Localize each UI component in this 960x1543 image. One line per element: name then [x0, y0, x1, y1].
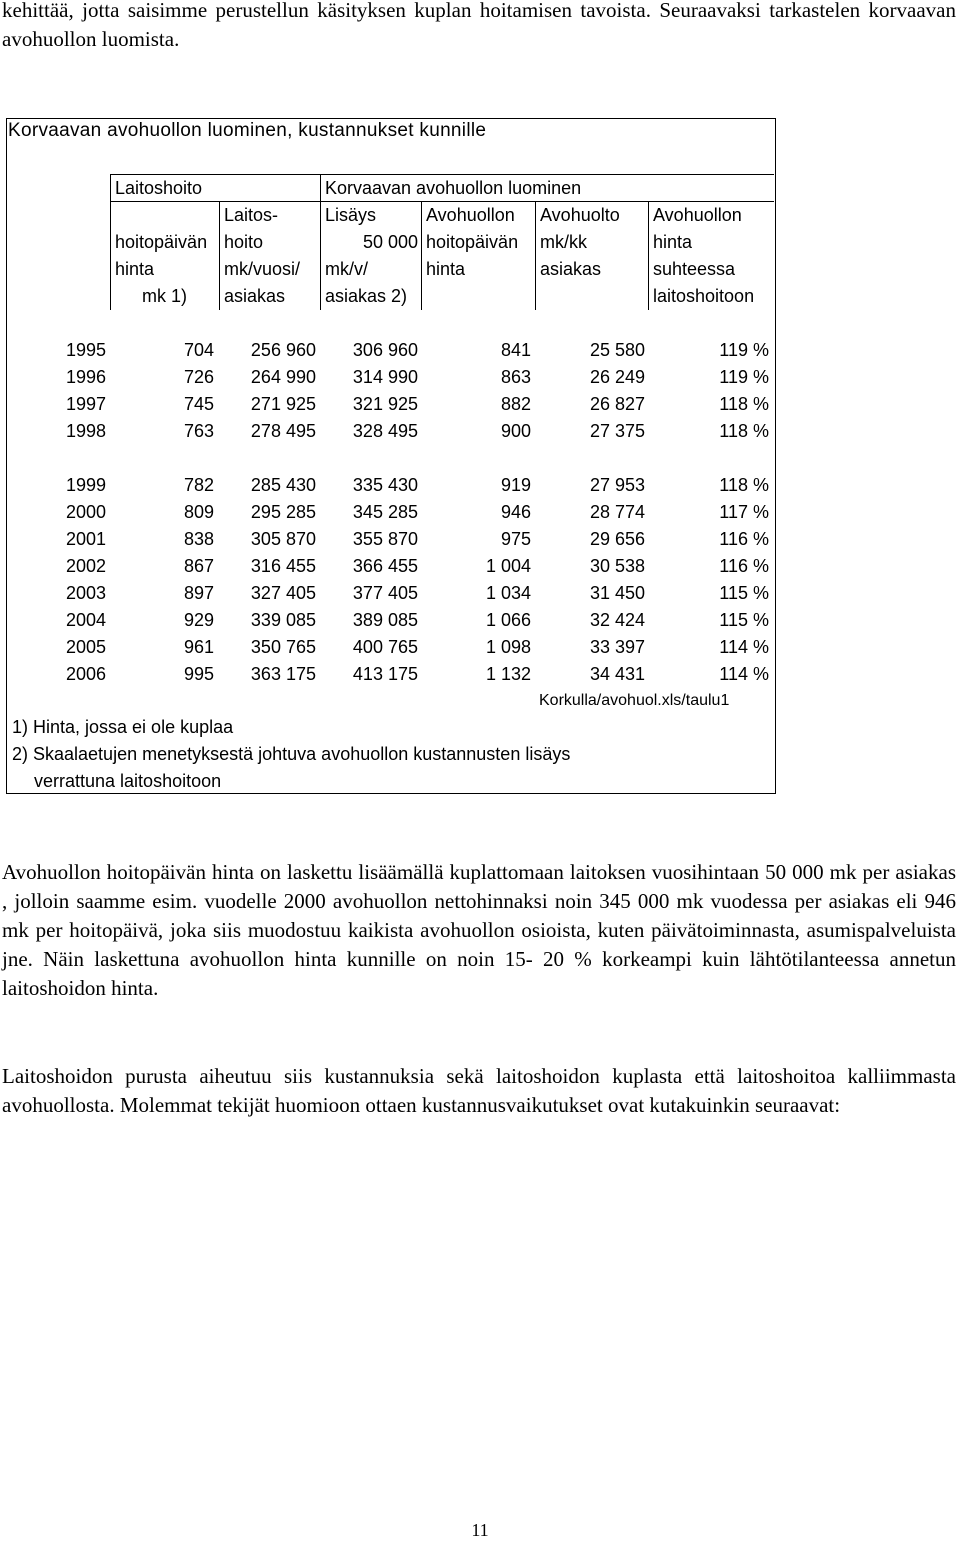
table-title: Korvaavan avohuollon luominen, kustannukset kunnille [8, 120, 487, 141]
table-cell: 995 [183, 664, 214, 684]
table-cell: 29 656 [589, 529, 645, 549]
table-cell: 919 [500, 475, 531, 495]
table-cell: 345 285 [352, 502, 418, 522]
table-cell: 339 085 [250, 610, 316, 630]
header-vline-5 [535, 201, 536, 310]
header-left-group-line [110, 201, 320, 202]
table-cell: 745 [183, 394, 214, 414]
table-cell: 1 132 [485, 664, 531, 684]
table-cell: 328 495 [352, 421, 418, 441]
table-cell: 350 765 [250, 637, 316, 657]
table-cell: 2000 [65, 502, 106, 522]
table-cell: 1 004 [485, 556, 531, 576]
header-vline-3 [320, 174, 321, 310]
table-cell: 1 034 [485, 583, 531, 603]
table-cell: 882 [500, 394, 531, 414]
table-cell: 306 960 [352, 340, 418, 360]
table-cell: 1 066 [485, 610, 531, 630]
table-cell: 305 870 [250, 529, 316, 549]
table-cell: 897 [183, 583, 214, 603]
table-cell: 34 431 [589, 664, 645, 684]
table-cell: 400 765 [352, 637, 418, 657]
table-cell: 119 % [719, 340, 769, 360]
source-reference: Korkulla/avohuol.xls/taulu1 [539, 692, 730, 709]
table-cell: 335 430 [352, 475, 418, 495]
footnote-2: 2) Skaalaetujen menetyksestä johtuva avohuollon kustannusten lisäys [12, 744, 571, 764]
table-cell: 31 450 [589, 583, 645, 603]
table-cell: 1996 [65, 367, 106, 387]
table-cell: 726 [183, 367, 214, 387]
table-cell: 33 397 [589, 637, 645, 657]
table-cell: 2004 [65, 610, 106, 630]
table-cell: 115 % [719, 583, 769, 603]
table-cell: 28 774 [589, 502, 645, 522]
table-cell: 363 175 [250, 664, 316, 684]
table-cell: 26 249 [589, 367, 645, 387]
table-cell: 366 455 [352, 556, 418, 576]
table-cell: 961 [183, 637, 214, 657]
table-cell: 389 085 [352, 610, 418, 630]
table-cell: 256 960 [250, 340, 316, 360]
table-cell: 377 405 [352, 583, 418, 603]
table-cell: 838 [183, 529, 214, 549]
body-paragraph-1: Avohuollon hoitopäivän hinta on laskettu lisäämällä kuplattomaan laitoksen vuosihintaan 50 000 mk per asiakas , jolloin saamme esim. vuodelle 2000 avohuollon nettohinnaksi noin 345 000 mk vuodessa per asiakas eli 946 mk per hoitopäivä, joka siis muodostuu kaikista avohuollon osioista, kuten päivätoiminnasta, asumispalveluista jne. Näin laskettuna avohuollon hinta kunnille on noin 15- 20 % korkeampi kuin lähtötilanteessa annetun laitoshoidon hinta. [2, 860, 956, 1000]
page-number: 11 [471, 1520, 489, 1540]
table-cell: 115 % [719, 610, 769, 630]
table-cell: 321 925 [352, 394, 418, 414]
table-cell: 32 424 [589, 610, 645, 630]
table-cell: 314 990 [352, 367, 418, 387]
table-cell: 114 % [719, 637, 769, 657]
table-cell: 26 827 [589, 394, 645, 414]
table-cell: 316 455 [250, 556, 316, 576]
footnote-1: 1) Hinta, jossa ei ole kuplaa [12, 717, 234, 737]
header-vline-4 [421, 201, 422, 310]
header-vline-1 [110, 174, 111, 310]
table-cell: 327 405 [250, 583, 316, 603]
table-cell: 1 098 [485, 637, 531, 657]
intro-paragraph: kehittää, jotta saisimme perustellun käsityksen kuplan hoitamisen tavoista. Seuraavaksi tarkastelen korvaavan avohuollon luomista. [2, 0, 956, 51]
table-cell: 841 [500, 340, 531, 360]
table-cell: 900 [500, 421, 531, 441]
table-cell: 355 870 [352, 529, 418, 549]
table-cell: 809 [183, 502, 214, 522]
table-cell: 116 % [719, 529, 769, 549]
table-cell: 119 % [719, 367, 769, 387]
table-cell: 264 990 [250, 367, 316, 387]
table-cell: 2001 [65, 529, 106, 549]
table-cell: 1998 [65, 421, 106, 441]
table-cell: 114 % [719, 664, 769, 684]
header-top-line [110, 174, 774, 175]
table-cell: 118 % [719, 394, 769, 414]
table-cell: 782 [183, 475, 214, 495]
table-cell: 118 % [719, 421, 769, 441]
table-cell: 27 953 [589, 475, 645, 495]
table-cell: 118 % [719, 475, 769, 495]
body-paragraph-2: Laitoshoidon purusta aiheutuu siis kustannuksia sekä laitoshoidon kuplasta että laitoshoitoa kalliimmasta avohuollosta. Molemmat tekijät huomioon ottaen kustannusvaikutukset ovat kutakuinkin seuraavat: [2, 1064, 956, 1117]
table-cell: 116 % [719, 556, 769, 576]
header-right-group-line [320, 201, 774, 202]
table-cell: 271 925 [250, 394, 316, 414]
table-cell: 413 175 [352, 664, 418, 684]
table-cell: 704 [183, 340, 214, 360]
table-cell: 285 430 [250, 475, 316, 495]
table-cell: 1995 [65, 340, 106, 360]
group-header-laitoshoito: Laitoshoito [115, 178, 203, 198]
table-cell: 295 285 [250, 502, 316, 522]
table-cell: 863 [500, 367, 531, 387]
header-vline-2 [219, 201, 220, 310]
table-cell: 2005 [65, 637, 106, 657]
footnote-2-continued: verrattuna laitoshoitoon [34, 771, 222, 791]
table-cell: 975 [500, 529, 531, 549]
table-cell: 929 [183, 610, 214, 630]
table-cell: 946 [500, 502, 531, 522]
table-cell: 117 % [719, 502, 769, 522]
table-cell: 1999 [65, 475, 106, 495]
table-cell: 2002 [65, 556, 106, 576]
table-cell: 278 495 [250, 421, 316, 441]
table-cell: 30 538 [589, 556, 645, 576]
table-cell: 763 [183, 421, 214, 441]
table-cell: 1997 [65, 394, 106, 414]
header-vline-6 [648, 201, 649, 310]
table-cell: 27 375 [589, 421, 645, 441]
table-cell: 2006 [65, 664, 106, 684]
group-header-korvaava: Korvaavan avohuollon luominen [325, 178, 582, 198]
table-cell: 2003 [65, 583, 106, 603]
table-cell: 867 [183, 556, 214, 576]
table-cell: 25 580 [589, 340, 645, 360]
